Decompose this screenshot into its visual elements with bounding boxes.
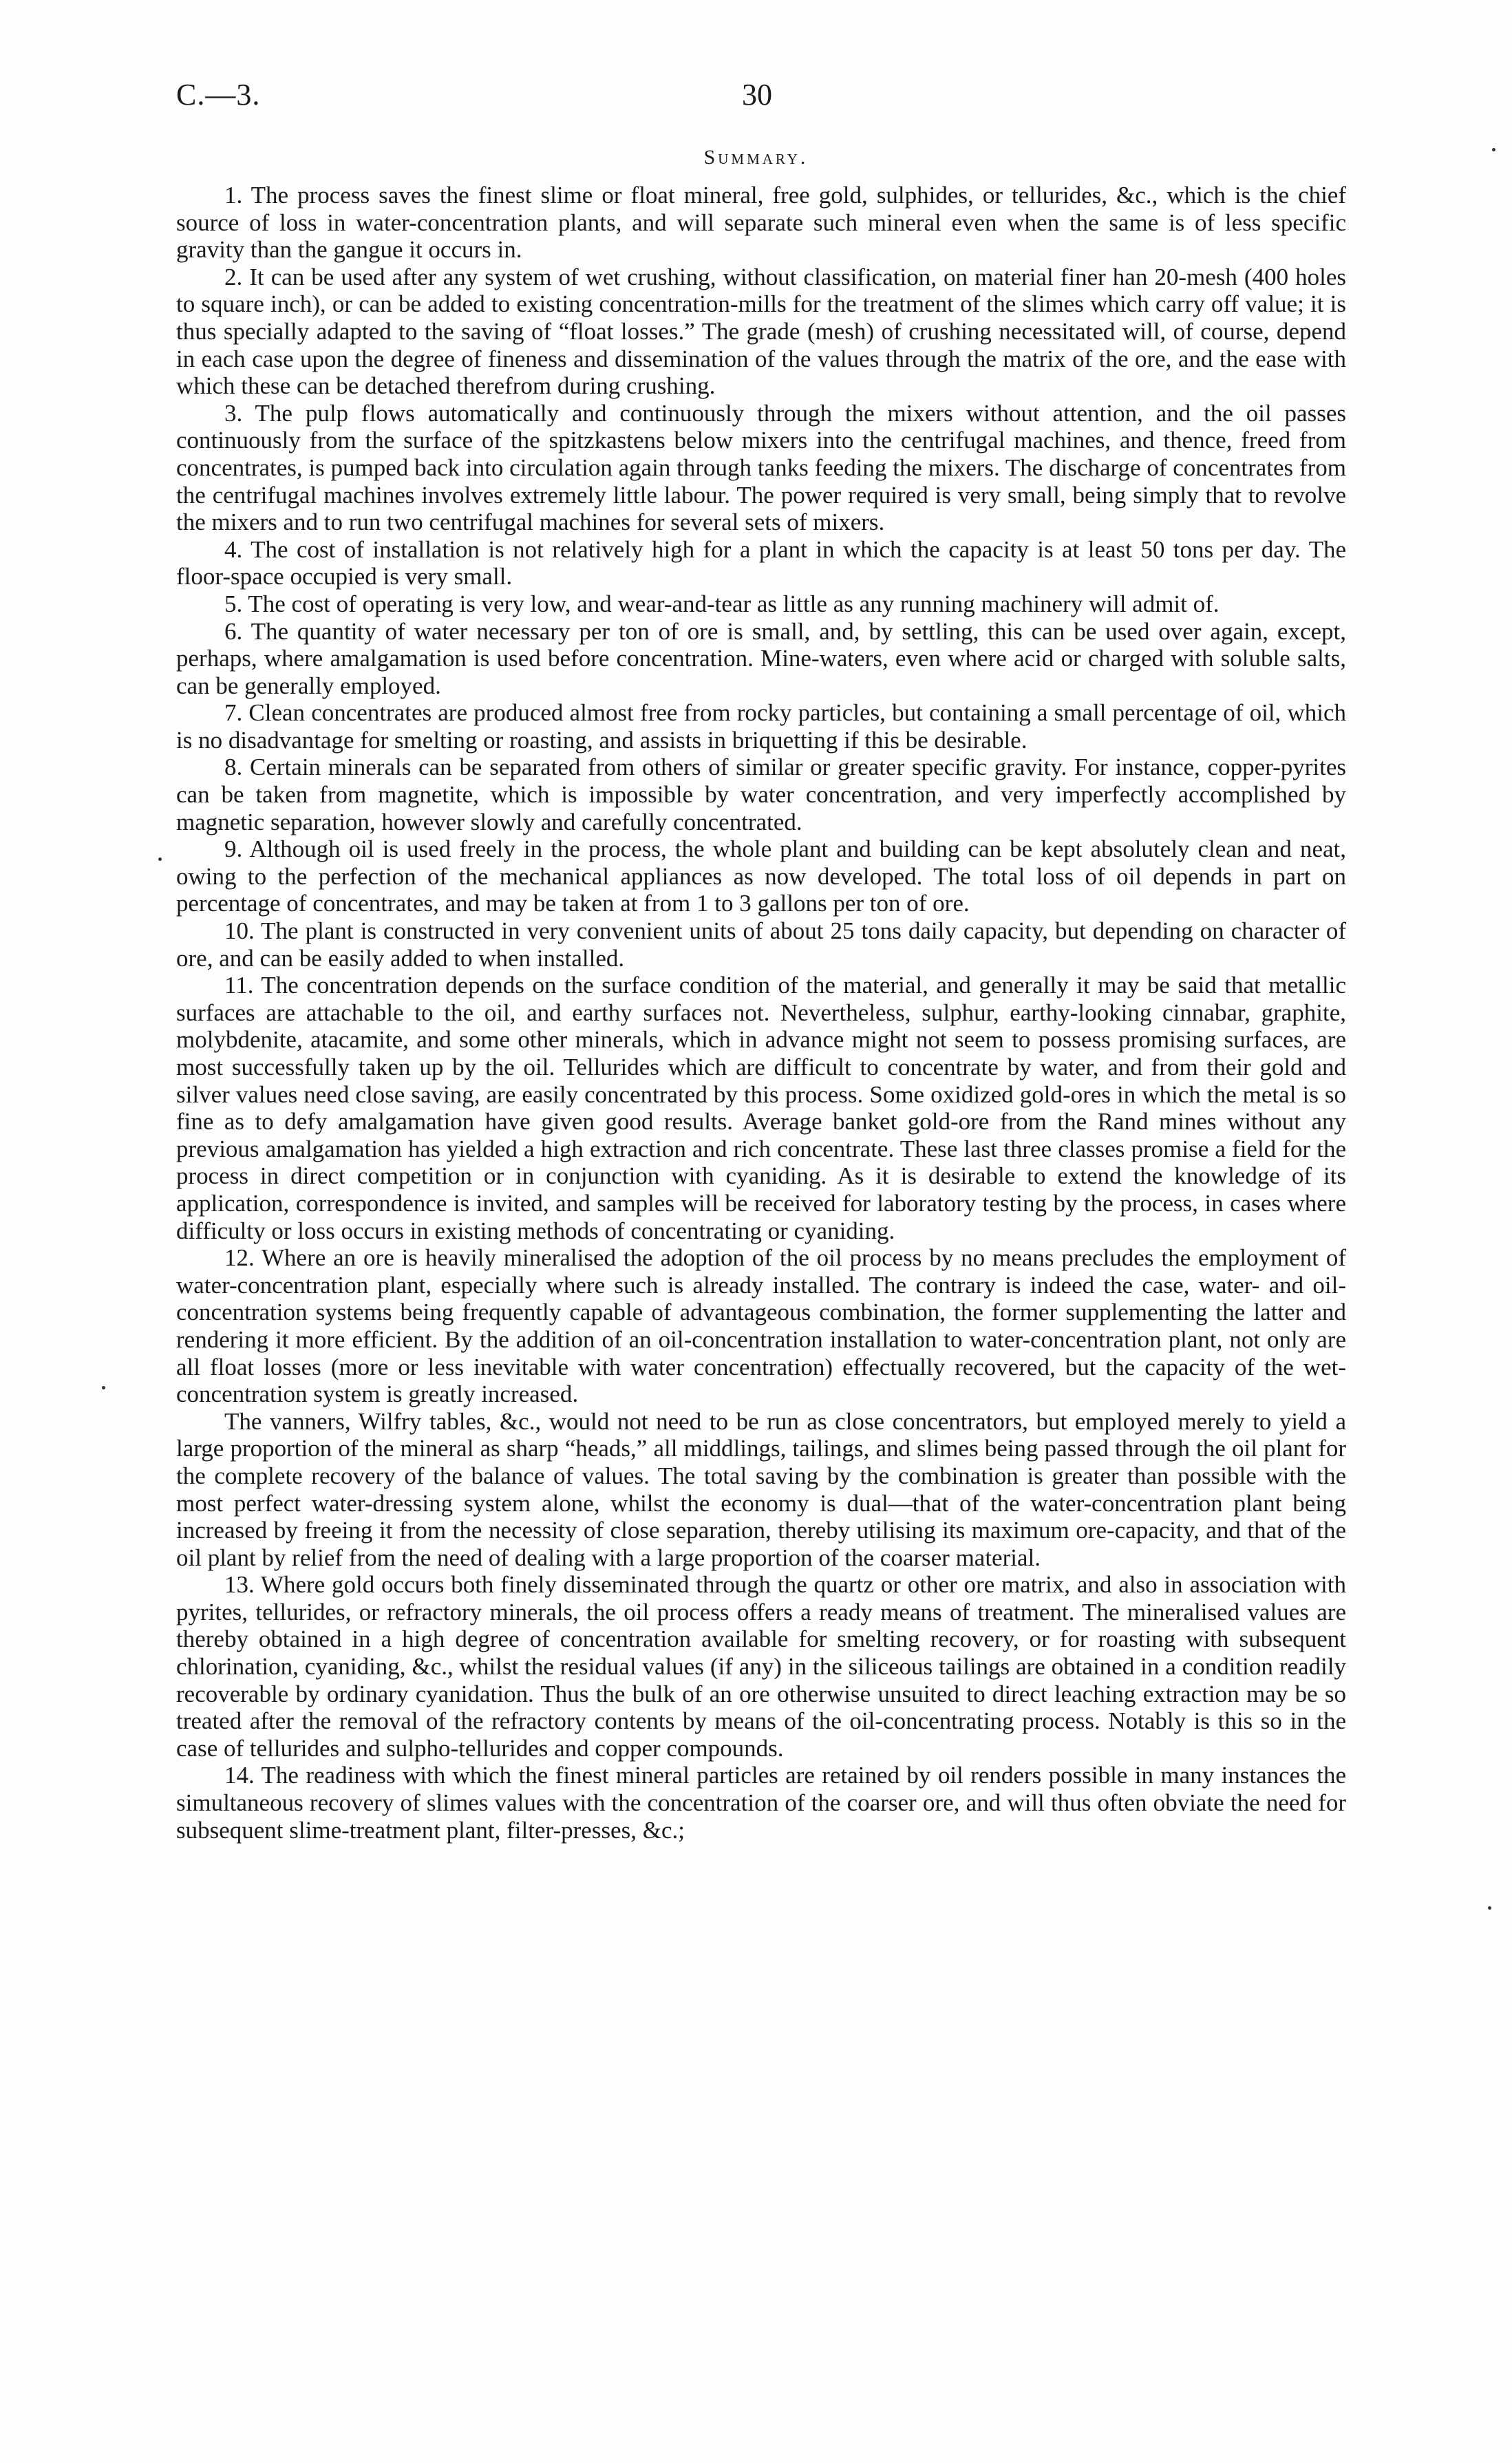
paragraph-6: 6. The quantity of water necessary per ton of ore is small, and, by settling, this can be used over again, except, perhaps, where amalgamation is used before concentration. Mine-waters, even where acid or charged with soluble salts, can be generally employed. xyxy=(176,617,1346,699)
paragraph-4: 4. The cost of installation is not relatively high for a plant in which the capacity is at least 50 tons per day. The floor-space occupied is very small. xyxy=(176,535,1346,590)
margin-speck xyxy=(102,1386,105,1389)
margin-speck xyxy=(1488,1906,1491,1910)
paragraph-7: 7. Clean concentrates are produced almost free from rocky particles, but containing a small percentage of oil, which is no disadvantage for smelting or roasting, and assists in briquetting if this be desirable. xyxy=(176,699,1346,754)
paragraph-8: 8. Certain minerals can be separated from others of similar or greater specific gravity. For instance, copper-pyrites can be taken from magnetite, which is impossible by water concentration, and very imperfectly accomplished by magnetic separation, however slowly and carefully concentrated. xyxy=(176,754,1346,835)
paragraph-5: 5. The cost of operating is very low, and wear-and-tear as little as any running machinery will admit of. xyxy=(224,590,1220,617)
paragraph-12: 12. Where an ore is heavily mineralised the adoption of the oil process by no means precludes the employment of water-concentration plant, especially where such is already installed. The contrary is indeed the case, water- and oil-concentration systems being frequently capable of advantageous combination, the former supplementing the latter and rendering it more efficient. By the addition of an oil-concentration installation to water-concentration plant, not only are all float losses (more or less inevitable with water concentration) effectually recovered, but the capacity of the wet-concentration system is greatly increased. xyxy=(176,1244,1346,1408)
paragraph-14: 14. The readiness with which the finest mineral particles are retained by oil renders possible in many instances the simultaneous recovery of slimes values with the concentration of the coarser ore, and will thus often obviate the need for subsequent slime-treatment plant, filter-presses, &c.; xyxy=(176,1762,1346,1844)
paragraph-10: 10. The plant is constructed in very convenient units of about 25 tons daily capacity, but depending on character of ore, and can be easily added to when installed. xyxy=(176,917,1346,972)
summary-body xyxy=(176,182,1346,1844)
page-number: 30 xyxy=(742,78,772,111)
paragraph-9: 9. Although oil is used freely in the process, the whole plant and building can be kept absolutely clean and neat, owing to the perfection of the mechanical appliances as now developed. The total loss of oil depends in part on percentage of concentrates, and may be taken at from 1 to 3 gallons per ton of ore. xyxy=(176,835,1346,917)
paragraph-1: 1. The process saves the finest slime or float mineral, free gold, sulphides, or tellurides, &c., which is the chief source of loss in water-concentration plants, and will separate such mineral even when the same is of less specific gravity than the gangue it occurs in. xyxy=(176,182,1346,264)
paragraph-11: 11. The concentration depends on the surface condition of the material, and generally it may be said that metallic surfaces are attachable to the oil, and earthy surfaces not. Nevertheless, sulphur, earthy-looking cinnabar, graphite, molybdenite, atacamite, and some other minerals, which in advance might not seem to possess promising surfaces, are most successfully taken up by the oil. Tellurides which are difficult to concentrate by water, and from their gold and silver values need close saving, are easily concentrated by this process. Some oxidized gold-ores in which the metal is so fine as to defy amalgamation have given good results. Average banket gold-ore from the Rand mines without any previous amalgamation has yielded a high extraction and rich concentrate. These last three classes promise a field for the process in direct competition or in conjunction with cyaniding. As it is desirable to extend the knowledge of its application, correspondence is invited, and samples will be received for laboratory testing by the process, in cases where difficulty or loss occurs in existing methods of concentrating or cyaniding. xyxy=(176,972,1346,1244)
paragraph-12-continued: The vanners, Wilfry tables, &c., would not need to be run as close concentrators, but employed merely to yield a large proportion of the mineral as sharp “heads,” all middlings, tailings, and slimes being passed through the oil plant for the complete recovery of the balance of values. The total saving by the combination is greater than possible with the most perfect water-dressing system alone, whilst the economy is dual—that of the water-concentration plant being increased by freeing it from the necessity of close separation, thereby utilising its maximum ore-capacity, and that of the oil plant by relief from the need of dealing with a large proportion of the coarser material. xyxy=(176,1407,1346,1571)
paragraph-3: 3. The pulp flows automatically and continuously through the mixers without attention, and the oil passes continuously from the surface of the spitzkastens below mixers into the centrifugal machines, and thence, freed from concentrates, is pumped back into circulation again through tanks feeding the mixers. The discharge of concentrates from the centrifugal machines involves extremely little labour. The power required is very small, being simply that to revolve the mixers and to run two centrifugal machines for several sets of mixers. xyxy=(176,399,1346,536)
margin-speck xyxy=(1492,148,1495,151)
paragraph-13: 13. Where gold occurs both finely disseminated through the quartz or other ore matrix, and also in association with pyrites, tellurides, or refractory minerals, the oil process offers a ready means of treatment. The mineralised values are thereby obtained in a high degree of concentration available for smelting recovery, or for roasting with subsequent chlorination, cyaniding, &c., whilst the residual values (if any) in the siliceous tailings are obtained in a condition readily recoverable by ordinary cyanidation. Thus the bulk of an ore otherwise unsuited to direct leaching extraction may be so treated after the removal of the refractory contents by means of the oil-concentrating process. Notably is this so in the case of tellurides and sulpho-tellurides and copper compounds. xyxy=(176,1571,1346,1762)
document-reference: C.—3. xyxy=(176,78,261,111)
paragraph-2: 2. It can be used after any system of wet crushing, without classification, on material finer han 20-mesh (400 holes to square inch), or can be added to existing concentration-mills for the treatment of the slimes which carry off value; it is thus specially adapted to the saving of “float losses.” The grade (mesh) of crushing necessitated will, of course, depend in each case upon the degree of fineness and dissemination of the values through the matrix of the ore, and the ease with which these can be detached therefrom during crushing. xyxy=(176,263,1346,400)
section-heading: Summary. xyxy=(703,146,809,169)
margin-speck xyxy=(158,857,162,861)
